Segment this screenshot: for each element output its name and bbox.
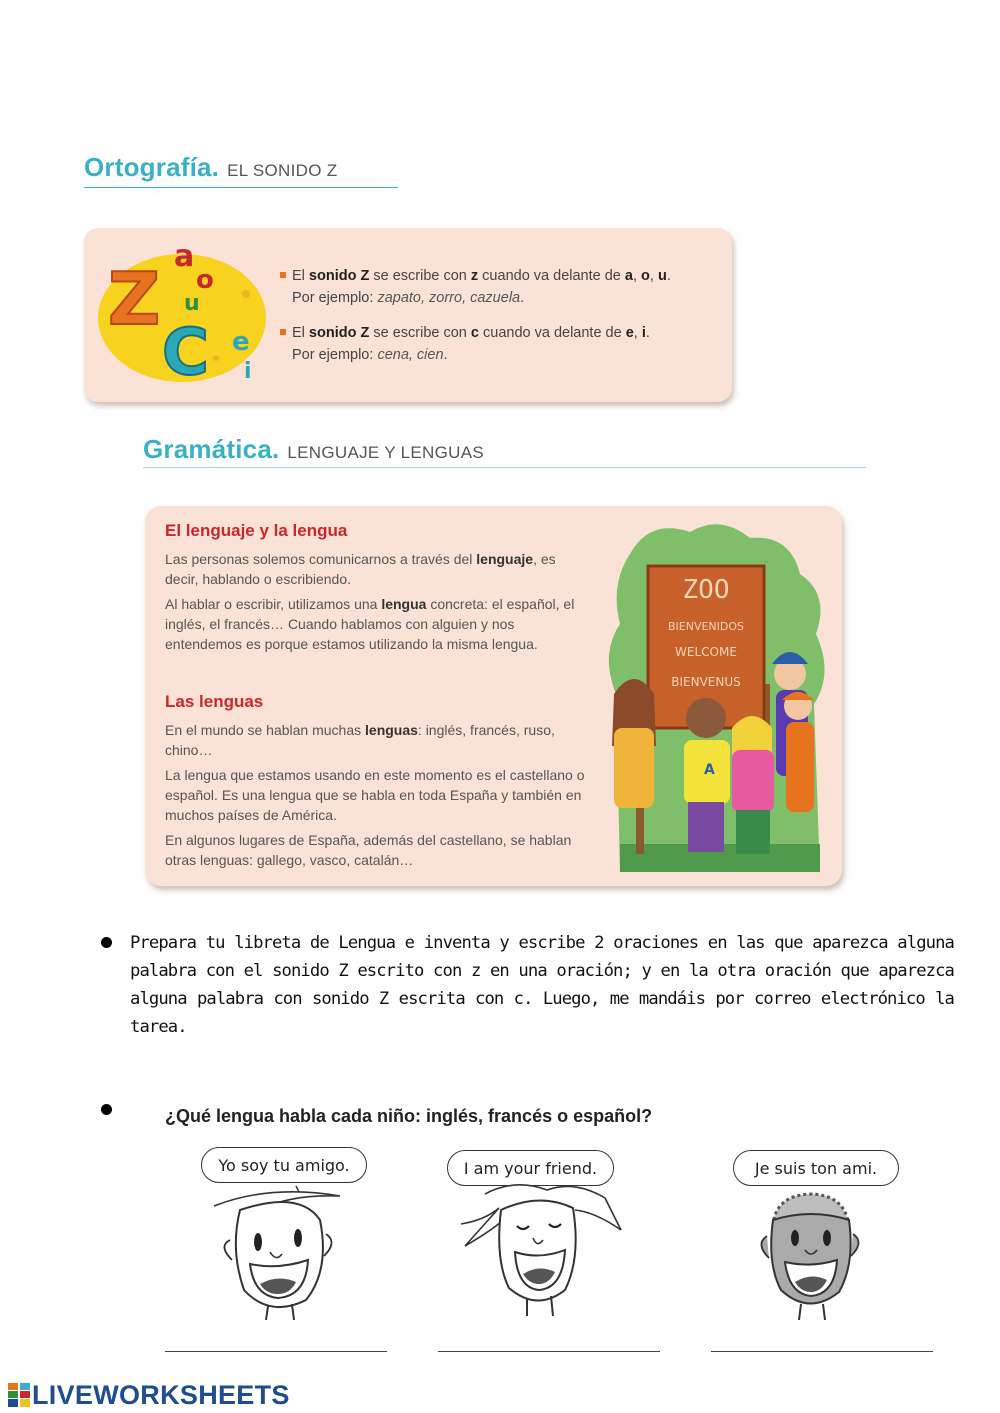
task-1-instructions: Prepara tu libreta de Lengua e inventa y escribe 2 oraciones en las que aparezca alguna palabra con el sonido Z escrito con z en una oración; y en la otra oración que aparezca alguna palabra con sonido Z escrita con c. Luego, me mandáis por correo electrónico la tarea.	[130, 933, 954, 1037]
zoo-sign-line-2: WELCOME	[675, 645, 737, 659]
zoo-sign-line-1: BIENVENIDOS	[667, 620, 745, 633]
heading-las-lenguas: Las lenguas	[165, 692, 264, 711]
girl-face-2-illustration	[455, 1180, 625, 1320]
gramatica-subtitle: LENGUAJE Y LENGUAS	[287, 443, 484, 462]
task-2-question: ¿Qué lengua habla cada niño: inglés, francés o español?	[165, 1106, 653, 1126]
speech-bubble-english: I am your friend.	[447, 1150, 614, 1186]
zoo-children-illustration	[600, 514, 834, 872]
paragraph-otras-lenguas: En algunos lugares de España, además del castellano, se hablan otras lenguas: gallego, vasco, catalán…	[165, 832, 572, 868]
paragraph-castellano: La lengua que estamos usando en este momento es el castellano o español. Es una lengua que se habla en toda España y también en muchos países de América.	[165, 767, 585, 823]
letter-a: a	[174, 239, 195, 274]
letter-u: u	[184, 291, 200, 316]
rule-c: El sonido Z se escribe con c cuando va delante de e, i. Por ejemplo: cena, cien.	[292, 322, 722, 366]
answer-line-3[interactable]	[711, 1351, 933, 1352]
ortografia-rules-box	[84, 228, 732, 402]
letter-i: i	[244, 359, 252, 384]
paragraph-lenguaje: Las personas solemos comunicarnos a través del lenguaje, es decir, hablando o escribiendo.	[165, 551, 556, 587]
paragraph-lenguas-mundo: En el mundo se hablan muchas lenguas: inglés, francés, ruso, chino…	[165, 722, 555, 758]
liveworksheets-logo-text: LIVEWORKSHEETS	[32, 1379, 290, 1410]
heading-lenguaje-y-lengua: El lenguaje y la lengua	[165, 521, 348, 540]
liveworksheets-logo-icon	[8, 1383, 30, 1407]
rule-z: El sonido Z se escribe con z cuando va delante de a, o, u. Por ejemplo: zapato, zorro, cazuela.	[292, 265, 722, 309]
ortografia-header	[84, 152, 398, 188]
task-2-bullet-icon	[101, 1104, 112, 1115]
liveworksheets-logo	[8, 1381, 290, 1409]
paragraph-lengua: Al hablar o escribir, utilizamos una lengua concreta: el español, el inglés, el francés… Cuando hablamos con alguien y nos entendemos es porque estamos utilizando la misma lengua.	[165, 596, 575, 652]
answer-line-2[interactable]	[438, 1351, 660, 1352]
zaouce-letters-illustration	[96, 238, 272, 388]
orange-bullet-icon	[280, 329, 286, 335]
zoo-sign-title: ZOO	[682, 575, 730, 605]
shirt-letter: A	[704, 762, 715, 778]
letter-c: C	[162, 316, 209, 388]
letter-e: e	[232, 327, 250, 357]
boy-face-3-illustration	[745, 1180, 875, 1320]
orange-bullet-icon	[280, 272, 286, 278]
gramatica-box	[145, 506, 842, 886]
answer-line-1[interactable]	[165, 1351, 387, 1352]
ortografia-title: Ortografía.	[84, 152, 220, 182]
speech-bubble-spanish: Yo soy tu amigo.	[201, 1147, 367, 1183]
gramatica-title: Gramática.	[143, 434, 280, 464]
task-1-bullet-icon	[101, 937, 112, 948]
gramatica-header	[143, 434, 866, 468]
speech-bubble-french: Je suis ton ami.	[733, 1150, 899, 1186]
ortografia-subtitle: EL SONIDO Z	[227, 161, 338, 180]
zoo-sign-line-3: BIENVENUS	[671, 675, 741, 689]
letter-z: Z	[108, 257, 161, 341]
boy-face-1-illustration	[210, 1180, 345, 1320]
letter-o: o	[196, 265, 214, 295]
